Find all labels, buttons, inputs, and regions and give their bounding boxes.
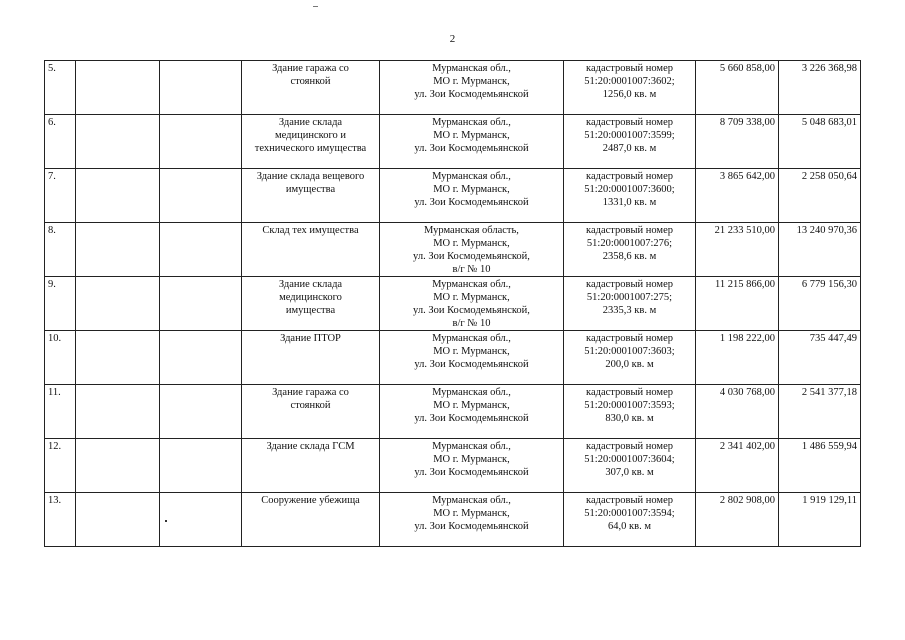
address-line: ул. Зои Космодемьянской: [414, 197, 529, 208]
empty-cell: [76, 61, 160, 115]
empty-cell: [76, 223, 160, 277]
property-registry-table: [44, 60, 861, 547]
cadastral-line: 51:20:0001007:3599;: [584, 130, 675, 141]
cadastral-line: кадастровый номер: [586, 117, 673, 128]
balance-value-cell: [696, 331, 779, 385]
balance-value: 3 865 642,00: [719, 171, 775, 182]
balance-value: 8 709 338,00: [719, 117, 775, 128]
scan-dot: [165, 520, 167, 522]
row-number: 10.: [48, 333, 62, 344]
residual-value-cell: [779, 493, 861, 547]
balance-value-cell: [696, 439, 779, 493]
row-number: 11.: [48, 387, 61, 398]
residual-value-cell: [779, 61, 861, 115]
row-number: 12.: [48, 441, 62, 452]
residual-value-cell: [779, 331, 861, 385]
table-row: [45, 61, 861, 115]
address-line: Мурманская обл.,: [432, 279, 511, 290]
empty-cell: [76, 493, 160, 547]
address-line: МО г. Мурманск,: [433, 76, 510, 87]
address-line: МО г. Мурманск,: [433, 346, 510, 357]
residual-value-cell: [779, 277, 861, 331]
name-line: Здание склада: [278, 279, 343, 290]
empty-cell: [76, 439, 160, 493]
object-name-cell: [242, 223, 380, 277]
empty-cell: [76, 115, 160, 169]
address-cell: [380, 277, 564, 331]
address-line: ул. Зои Космодемьянской: [414, 89, 529, 100]
balance-value-cell: [696, 169, 779, 223]
row-number-cell: [45, 277, 76, 331]
name-line: Здание ПТОР: [280, 333, 341, 344]
name-line: Здание склада вещевого: [256, 171, 365, 182]
cadastral-cell: [564, 115, 696, 169]
row-number-cell: [45, 385, 76, 439]
address-cell: [380, 493, 564, 547]
residual-value: 3 226 368,98: [801, 63, 857, 74]
address-line: Мурманская обл.,: [432, 63, 511, 74]
row-number-cell: [45, 331, 76, 385]
residual-value: 735 447,49: [809, 333, 857, 344]
row-number-cell: [45, 439, 76, 493]
address-cell: [380, 61, 564, 115]
cadastral-cell: [564, 61, 696, 115]
address-cell: [380, 385, 564, 439]
cadastral-line: 51:20:0001007:275;: [586, 292, 673, 303]
address-line: Мурманская обл.,: [432, 495, 511, 506]
address-line: МО г. Мурманск,: [433, 400, 510, 411]
address-line: в/г № 10: [452, 264, 491, 275]
table-row: [45, 223, 861, 277]
object-name-cell: [242, 61, 380, 115]
row-number-cell: [45, 61, 76, 115]
residual-value-cell: [779, 223, 861, 277]
name-line: имущества: [285, 184, 336, 195]
cadastral-line: кадастровый номер: [586, 171, 673, 182]
address-cell: [380, 439, 564, 493]
cadastral-line: кадастровый номер: [586, 63, 673, 74]
row-number-cell: [45, 115, 76, 169]
name-line: Здание склада: [278, 117, 343, 128]
residual-value-cell: [779, 439, 861, 493]
cadastral-cell: [564, 223, 696, 277]
residual-value: 2 258 050,64: [801, 171, 857, 182]
cadastral-cell: [564, 331, 696, 385]
cadastral-line: 51:20:0001007:276;: [586, 238, 673, 249]
cadastral-line: 200,0 кв. м: [605, 359, 654, 370]
table-row: [45, 331, 861, 385]
cadastral-line: 51:20:0001007:3602;: [584, 76, 675, 87]
cadastral-line: кадастровый номер: [586, 333, 673, 344]
residual-value: 1 919 129,11: [802, 495, 857, 506]
cadastral-line: 1256,0 кв. м: [602, 89, 657, 100]
cadastral-line: 2335,3 кв. м: [602, 305, 657, 316]
address-line: ул. Зои Космодемьянской: [414, 143, 529, 154]
cadastral-line: 2358,6 кв. м: [602, 251, 657, 262]
balance-value: 2 341 402,00: [719, 441, 775, 452]
balance-value-cell: [696, 115, 779, 169]
balance-value: 2 802 908,00: [719, 495, 775, 506]
address-line: Мурманская обл.,: [432, 117, 511, 128]
cadastral-cell: [564, 385, 696, 439]
object-name-cell: [242, 115, 380, 169]
cadastral-line: 830,0 кв. м: [605, 413, 654, 424]
cadastral-line: 307,0 кв. м: [605, 467, 654, 478]
address-line: Мурманская обл.,: [432, 333, 511, 344]
cadastral-cell: [564, 277, 696, 331]
empty-cell: [76, 277, 160, 331]
name-line: стоянкой: [290, 76, 331, 87]
cadastral-line: 2487,0 кв. м: [602, 143, 657, 154]
table-row: [45, 277, 861, 331]
cadastral-line: кадастровый номер: [586, 495, 673, 506]
cadastral-line: 51:20:0001007:3593;: [584, 400, 675, 411]
balance-value: 4 030 768,00: [719, 387, 775, 398]
empty-cell: [76, 385, 160, 439]
address-line: МО г. Мурманск,: [433, 130, 510, 141]
residual-value: 1 486 559,94: [801, 441, 857, 452]
address-line: МО г. Мурманск,: [433, 508, 510, 519]
cadastral-line: 1331,0 кв. м: [602, 197, 657, 208]
balance-value-cell: [696, 61, 779, 115]
balance-value: 1 198 222,00: [719, 333, 775, 344]
empty-cell: [160, 115, 242, 169]
row-number: 7.: [48, 171, 56, 182]
balance-value: 5 660 858,00: [719, 63, 775, 74]
object-name-cell: [242, 169, 380, 223]
address-cell: [380, 223, 564, 277]
residual-value: 13 240 970,36: [796, 225, 857, 236]
cadastral-line: кадастровый номер: [586, 387, 673, 398]
empty-cell: [160, 493, 242, 547]
name-line: Сооружение убежища: [261, 495, 360, 506]
name-line: Здание склада ГСМ: [266, 441, 355, 452]
table-row: [45, 115, 861, 169]
address-line: МО г. Мурманск,: [433, 454, 510, 465]
row-number: 5.: [48, 63, 56, 74]
address-line: ул. Зои Космодемьянской,: [413, 305, 530, 316]
residual-value-cell: [779, 169, 861, 223]
address-line: МО г. Мурманск,: [433, 184, 510, 195]
empty-cell: [160, 223, 242, 277]
name-line: стоянкой: [290, 400, 331, 411]
address-line: Мурманская обл.,: [432, 171, 511, 182]
empty-cell: [76, 169, 160, 223]
object-name-cell: [242, 385, 380, 439]
balance-value: 11 215 866,00: [715, 279, 775, 290]
address-line: ул. Зои Космодемьянской: [414, 467, 529, 478]
cadastral-line: 51:20:0001007:3603;: [584, 346, 675, 357]
object-name-cell: [242, 439, 380, 493]
name-line: Здание гаража со: [272, 387, 349, 398]
scan-speck: [313, 6, 318, 7]
balance-value: 21 233 510,00: [714, 225, 775, 236]
cadastral-line: 51:20:0001007:3600;: [584, 184, 675, 195]
address-cell: [380, 115, 564, 169]
cadastral-line: 64,0 кв. м: [608, 521, 651, 532]
empty-cell: [160, 331, 242, 385]
registry-body: [45, 61, 861, 547]
address-line: ул. Зои Космодемьянской: [414, 521, 529, 532]
row-number: 9.: [48, 279, 56, 290]
address-line: Мурманская обл.,: [432, 387, 511, 398]
residual-value-cell: [779, 115, 861, 169]
empty-cell: [160, 169, 242, 223]
address-cell: [380, 331, 564, 385]
residual-value: 2 541 377,18: [801, 387, 857, 398]
object-name-cell: [242, 331, 380, 385]
name-line: имущества: [285, 305, 336, 316]
row-number-cell: [45, 493, 76, 547]
residual-value-cell: [779, 385, 861, 439]
address-line: Мурманская обл.,: [432, 441, 511, 452]
balance-value-cell: [696, 493, 779, 547]
empty-cell: [160, 439, 242, 493]
cadastral-cell: [564, 169, 696, 223]
address-line: Мурманская область,: [424, 225, 519, 236]
empty-cell: [160, 385, 242, 439]
name-line: Склад тех имущества: [262, 225, 359, 236]
page-number: 2: [449, 33, 456, 45]
name-line: технического имущества: [254, 143, 367, 154]
balance-value-cell: [696, 277, 779, 331]
table-row: [45, 439, 861, 493]
name-line: медицинского: [279, 292, 342, 303]
cadastral-line: кадастровый номер: [586, 279, 673, 290]
address-line: в/г № 10: [452, 318, 491, 329]
empty-cell: [76, 331, 160, 385]
address-line: МО г. Мурманск,: [433, 238, 510, 249]
table-row: [45, 169, 861, 223]
balance-value-cell: [696, 385, 779, 439]
cadastral-cell: [564, 493, 696, 547]
balance-value-cell: [696, 223, 779, 277]
table-row: [45, 493, 861, 547]
empty-cell: [160, 61, 242, 115]
address-line: ул. Зои Космодемьянской: [414, 413, 529, 424]
object-name-cell: [242, 493, 380, 547]
cadastral-line: 51:20:0001007:3594;: [584, 508, 675, 519]
row-number: 6.: [48, 117, 56, 128]
name-line: Здание гаража со: [272, 63, 349, 74]
address-line: МО г. Мурманск,: [433, 292, 510, 303]
row-number: 13.: [48, 495, 62, 506]
object-name-cell: [242, 277, 380, 331]
cadastral-line: кадастровый номер: [586, 225, 673, 236]
cadastral-cell: [564, 439, 696, 493]
residual-value: 6 779 156,30: [801, 279, 857, 290]
cadastral-line: кадастровый номер: [586, 441, 673, 452]
address-cell: [380, 169, 564, 223]
name-line: медицинского и: [274, 130, 346, 141]
cadastral-line: 51:20:0001007:3604;: [584, 454, 675, 465]
empty-cell: [160, 277, 242, 331]
row-number-cell: [45, 169, 76, 223]
address-line: ул. Зои Космодемьянской,: [413, 251, 530, 262]
residual-value: 5 048 683,01: [801, 117, 857, 128]
row-number: 8.: [48, 225, 56, 236]
address-line: ул. Зои Космодемьянской: [414, 359, 529, 370]
table-row: [45, 385, 861, 439]
row-number-cell: [45, 223, 76, 277]
